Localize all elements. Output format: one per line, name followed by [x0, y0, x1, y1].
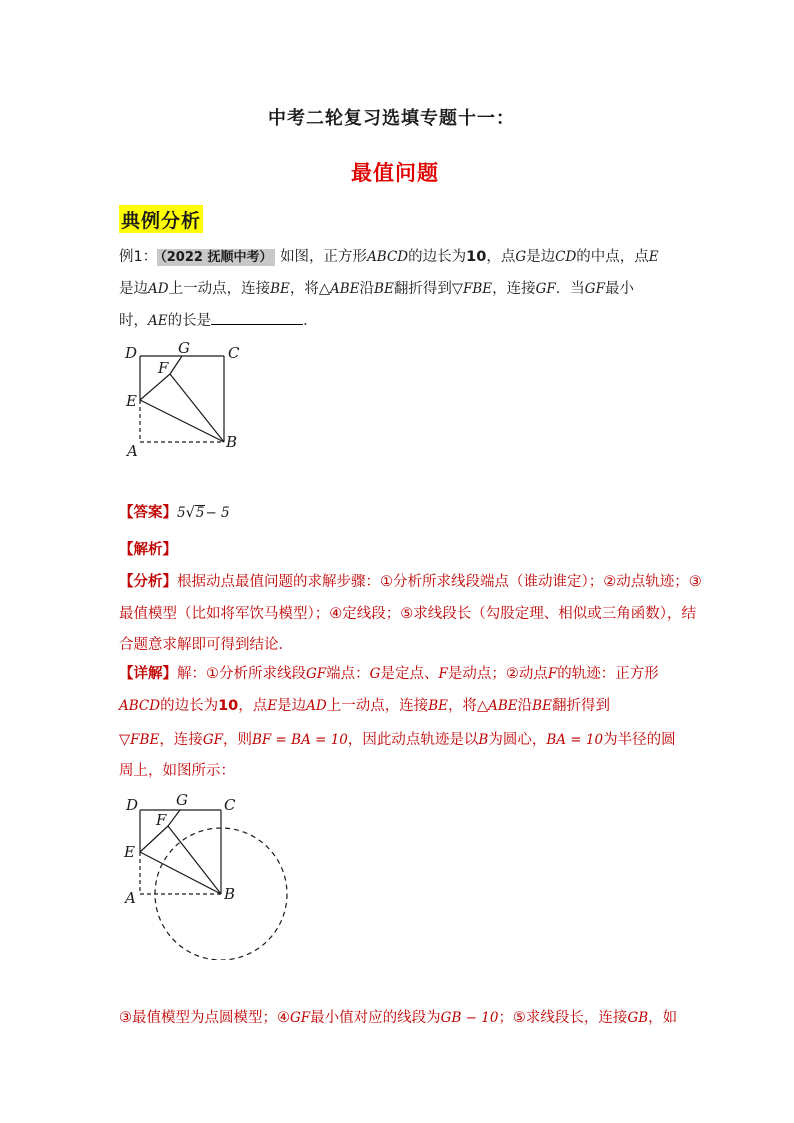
figure-square-fold [120, 338, 250, 460]
segment-eb [140, 400, 224, 442]
segment-fb [170, 374, 224, 442]
detail-line-2: ABCD的边长为10，点E是边AD上一动点，连接BE，将△ABE沿BE翻折得到 [119, 698, 610, 714]
label-a: A [125, 889, 136, 907]
label-e: E [126, 392, 137, 410]
label-d: D [125, 344, 138, 362]
label-b: B [224, 885, 236, 903]
label-c: C [228, 344, 240, 362]
label-a: A [127, 442, 138, 460]
label-f: F [158, 359, 169, 377]
label-c: C [224, 796, 236, 814]
segment-ef [140, 374, 170, 400]
label-b: B [226, 433, 238, 451]
page-subtitle: 最值问题 [351, 161, 439, 185]
label-g: G [176, 791, 188, 809]
analysis-line-3: 合题意求解即可得到结论． [119, 637, 293, 653]
segment-eb [140, 852, 221, 894]
segment-fb [168, 826, 221, 894]
source-tag: （2022 抚顺中考） [157, 249, 275, 266]
detail-line-1: 【详解】解：①分析所求线段GF端点：G是定点、F是动点；②动点F的轨迹：正方形 [119, 666, 659, 682]
figure-circle-locus [118, 788, 293, 960]
label-e: E [124, 843, 135, 861]
segment-ef [140, 826, 168, 852]
detail-line-3: ▽FBE，连接GF，则BF = BA = 10，因此动点轨迹是以B为圆心，BA = 10为半径的圆 [119, 732, 676, 748]
example-line-1: 例1： （2022 抚顺中考） 如图，正方形ABCD的边长为10，点G是边CD的中点，点E [119, 249, 659, 265]
label-d: D [126, 796, 139, 814]
segment-fg [170, 356, 182, 374]
analysis-label: 【解析】 [119, 542, 177, 558]
answer-blank [211, 310, 303, 325]
segment-fg [168, 810, 180, 826]
answer-line: 【答案】5√5− 5 [119, 505, 230, 521]
analysis-line-2: 最值模型（比如将军饮马模型）；④定线段；⑤求线段长（勾股定理、相似或三角函数），结 [119, 606, 696, 622]
label-g: G [178, 339, 190, 357]
example-line-2: 是边AD上一动点，连接BE，将△ABE沿BE翻折得到▽FBE，连接GF．当GF最小 [119, 281, 634, 297]
example-line-3: 时，AE的长是 ． [119, 310, 318, 331]
detail-line-4: 周上，如图所示： [119, 763, 235, 779]
answer-label: 【答案】 [119, 505, 177, 521]
section-heading: 典例分析 [119, 205, 203, 233]
page-title: 中考二轮复习选填专题十一： [268, 108, 515, 129]
step3-line: ③最值模型为点圆模型；④GF最小值对应的线段为GB − 10；⑤求线段长，连接GB，如 [119, 1010, 678, 1026]
analysis-line-1: 【分析】根据动点最值问题的求解步骤：①分析所求线段端点（谁动谁定）；②动点轨迹；③ [119, 574, 702, 590]
label-f: F [156, 811, 167, 829]
